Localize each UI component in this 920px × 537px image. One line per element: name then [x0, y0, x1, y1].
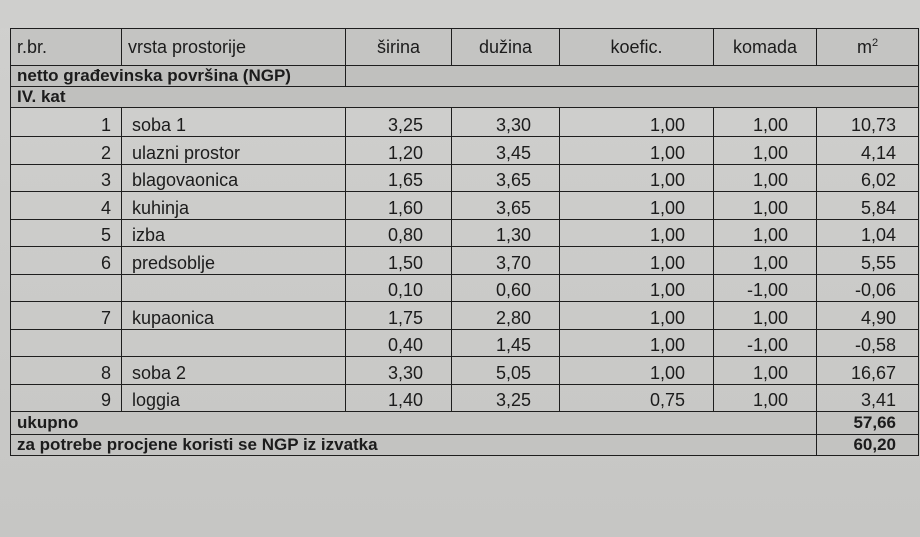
cell-sirina: 1,50: [346, 247, 452, 275]
cell-komada: 1,00: [714, 108, 817, 137]
cell-sirina: 3,30: [346, 357, 452, 385]
final-label: za potrebe procjene koristi se NGP iz izvatka: [11, 435, 817, 456]
cell-m2: -0,06: [817, 274, 919, 302]
cell-koefic: 1,00: [560, 302, 714, 330]
cell-rbr: 5: [11, 219, 122, 247]
cell-rbr: [11, 274, 122, 302]
cell-komada: -1,00: [714, 329, 817, 357]
cell-komada: 1,00: [714, 357, 817, 385]
section-kat-row: [11, 87, 919, 108]
header-vrsta-prostorije: vrsta prostorije: [122, 29, 346, 66]
cell-room-name: loggia: [122, 384, 346, 412]
header-sirina: širina: [346, 29, 452, 66]
table-row: [11, 329, 919, 357]
final-value: 60,20: [817, 435, 919, 456]
cell-duzina: 2,80: [452, 302, 560, 330]
cell-room-name: soba 2: [122, 357, 346, 385]
cell-room-name: [122, 329, 346, 357]
cell-sirina: 0,10: [346, 274, 452, 302]
cell-room-name: izba: [122, 219, 346, 247]
cell-rbr: 4: [11, 192, 122, 220]
cell-room-name: blagovaonica: [122, 164, 346, 192]
cell-rbr: 3: [11, 164, 122, 192]
cell-sirina: 0,40: [346, 329, 452, 357]
cell-rbr: 2: [11, 137, 122, 165]
cell-duzina: 3,25: [452, 384, 560, 412]
cell-rbr: 8: [11, 357, 122, 385]
cell-rbr: [11, 329, 122, 357]
header-row: [11, 29, 919, 66]
cell-sirina: 1,65: [346, 164, 452, 192]
cell-koefic: 1,00: [560, 108, 714, 137]
section-ngp-row: [11, 66, 919, 87]
cell-rbr: 1: [11, 108, 122, 137]
cell-sirina: 1,20: [346, 137, 452, 165]
cell-koefic: 1,00: [560, 137, 714, 165]
cell-komada: 1,00: [714, 384, 817, 412]
cell-duzina: 3,65: [452, 192, 560, 220]
cell-room-name: [122, 274, 346, 302]
cell-komada: 1,00: [714, 219, 817, 247]
cell-rbr: 7: [11, 302, 122, 330]
final-row: [11, 435, 919, 456]
header-komada: komada: [714, 29, 817, 66]
ngp-area-table: [10, 28, 919, 456]
section-kat-label: IV. kat: [11, 87, 919, 108]
cell-room-name: soba 1: [122, 108, 346, 137]
cell-room-name: predsoblje: [122, 247, 346, 275]
cell-m2: 1,04: [817, 219, 919, 247]
cell-m2: 10,73: [817, 108, 919, 137]
cell-m2: 16,67: [817, 357, 919, 385]
cell-koefic: 1,00: [560, 357, 714, 385]
cell-sirina: 1,60: [346, 192, 452, 220]
table-row: [11, 164, 919, 192]
cell-koefic: 1,00: [560, 329, 714, 357]
cell-room-name: ulazni prostor: [122, 137, 346, 165]
cell-duzina: 5,05: [452, 357, 560, 385]
cell-m2: -0,58: [817, 329, 919, 357]
header-m2-unit: m: [856, 36, 872, 57]
cell-koefic: 1,00: [560, 247, 714, 275]
cell-sirina: 3,25: [346, 108, 452, 137]
cell-koefic: 1,00: [560, 219, 714, 247]
cell-sirina: 1,40: [346, 384, 452, 412]
total-row: [11, 412, 919, 435]
cell-room-name: kuhinja: [122, 192, 346, 220]
cell-sirina: 0,80: [346, 219, 452, 247]
table-row: [11, 357, 919, 385]
cell-duzina: 1,30: [452, 219, 560, 247]
cell-m2: 4,90: [817, 302, 919, 330]
cell-duzina: 0,60: [452, 274, 560, 302]
header-duzina: dužina: [452, 29, 560, 66]
cell-komada: 1,00: [714, 164, 817, 192]
table-row: [11, 192, 919, 220]
cell-koefic: 1,00: [560, 164, 714, 192]
total-value: 57,66: [817, 412, 919, 435]
cell-room-name: kupaonica: [122, 302, 346, 330]
header-koefic: koefic.: [560, 29, 714, 66]
cell-komada: 1,00: [714, 302, 817, 330]
cell-m2: 6,02: [817, 164, 919, 192]
cell-rbr: 6: [11, 247, 122, 275]
cell-m2: 5,84: [817, 192, 919, 220]
table-row: [11, 274, 919, 302]
header-m2-exponent: 2: [871, 36, 879, 49]
header-rbr: r.br.: [11, 29, 122, 66]
table-row: [11, 302, 919, 330]
cell-koefic: 1,00: [560, 274, 714, 302]
cell-koefic: 1,00: [560, 192, 714, 220]
header-m2: [817, 29, 919, 66]
cell-sirina: 1,75: [346, 302, 452, 330]
table-row: [11, 108, 919, 137]
table-row: [11, 219, 919, 247]
cell-m2: 5,55: [817, 247, 919, 275]
cell-m2: 4,14: [817, 137, 919, 165]
cell-duzina: 3,70: [452, 247, 560, 275]
section-ngp-empty: [346, 66, 919, 87]
cell-komada: 1,00: [714, 247, 817, 275]
cell-duzina: 3,45: [452, 137, 560, 165]
cell-komada: -1,00: [714, 274, 817, 302]
cell-duzina: 3,65: [452, 164, 560, 192]
cell-komada: 1,00: [714, 192, 817, 220]
table-row: [11, 137, 919, 165]
table-row: [11, 384, 919, 412]
cell-duzina: 1,45: [452, 329, 560, 357]
table-row: [11, 247, 919, 275]
page-top-strip: [0, 0, 920, 28]
total-label: ukupno: [11, 412, 817, 435]
cell-koefic: 0,75: [560, 384, 714, 412]
cell-duzina: 3,30: [452, 108, 560, 137]
cell-rbr: 9: [11, 384, 122, 412]
section-ngp-label: netto građevinska površina (NGP): [11, 66, 346, 87]
cell-m2: 3,41: [817, 384, 919, 412]
cell-komada: 1,00: [714, 137, 817, 165]
